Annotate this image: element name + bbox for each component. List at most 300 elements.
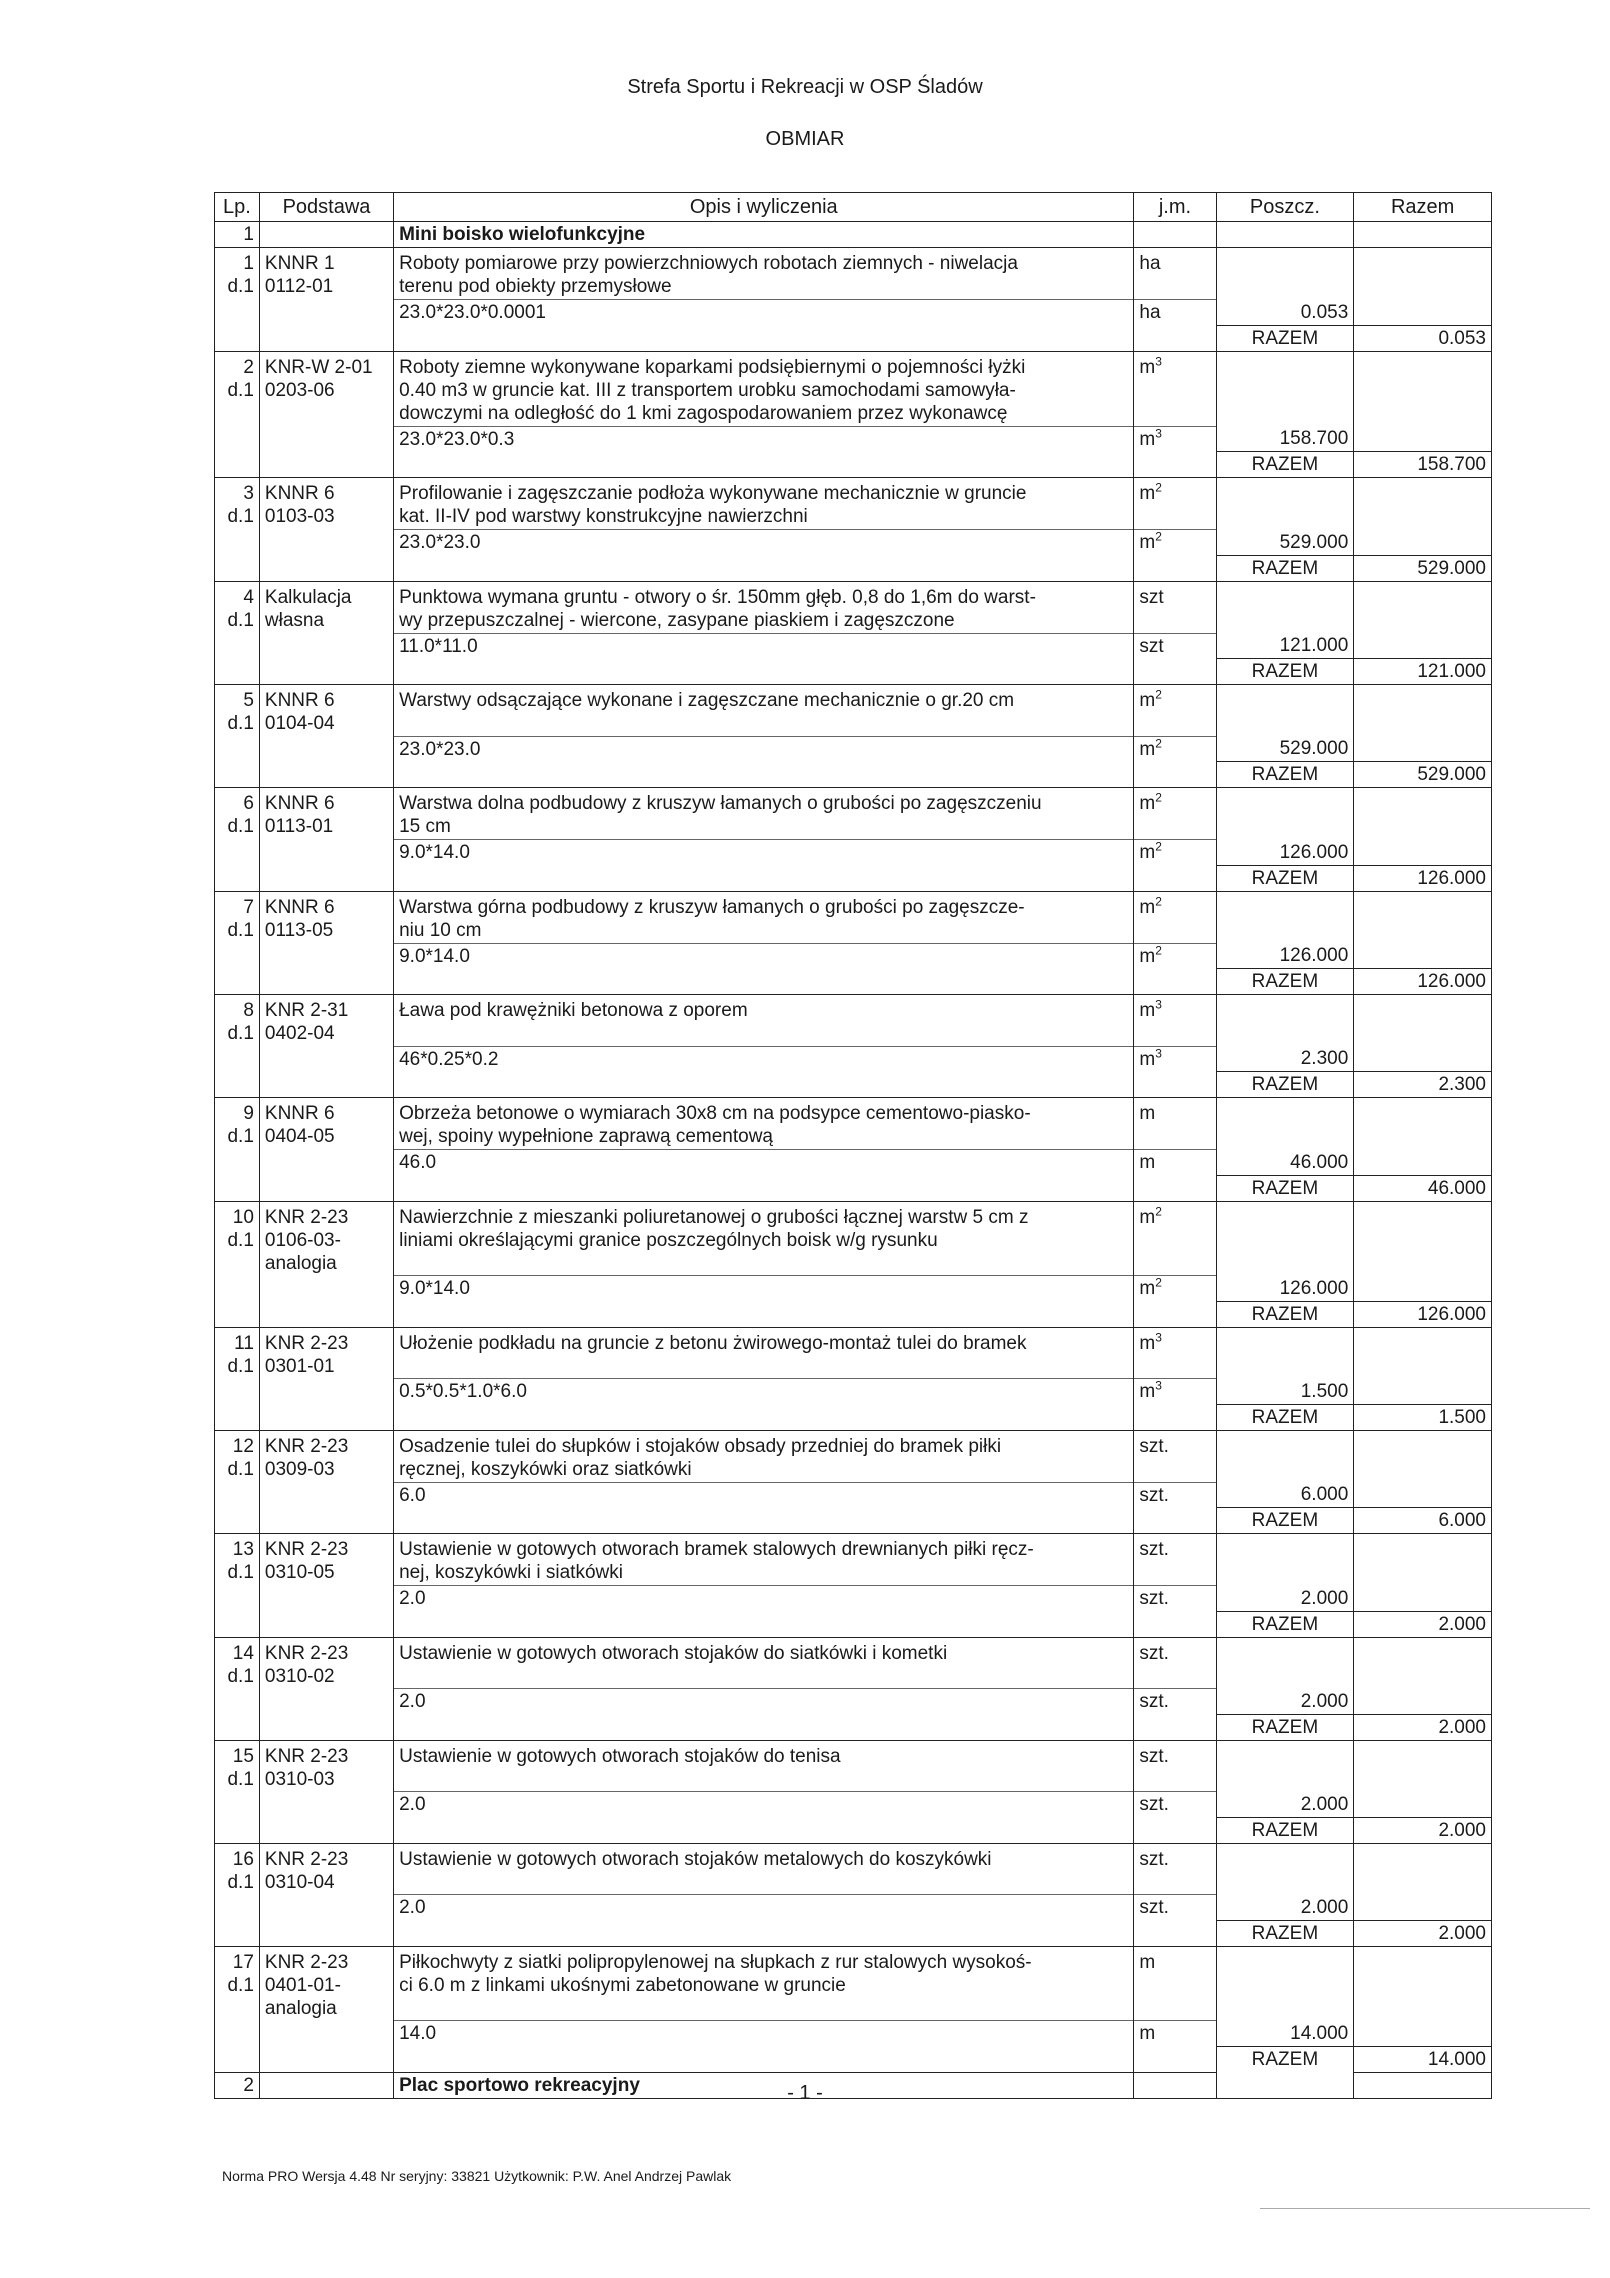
razem-jm — [1134, 325, 1216, 351]
table-row — [215, 1714, 1492, 1740]
table-row — [215, 1895, 1492, 1921]
item-number — [215, 478, 260, 530]
calc-lp — [215, 2021, 260, 2047]
item-razem-empty — [1354, 1098, 1492, 1150]
item-poszcz-empty — [1216, 248, 1354, 300]
calc-expression-text: 9.0*14.0 — [399, 945, 470, 967]
col-opis: Opis i wyliczenia — [394, 193, 1134, 222]
calc-expression-text: 2.0 — [399, 1588, 426, 1609]
description-line: wej, spoiny wypełnione zaprawą cementową — [399, 1126, 773, 1147]
razem-podstawa — [259, 1175, 393, 1201]
description-line: Warstwa górna podbudowy z kruszyw łamanych o grubości po zagęszcze- — [399, 896, 1025, 918]
calc-expression — [394, 2021, 1134, 2047]
razem-value: 1.500 — [1438, 1406, 1486, 1428]
razem-value: 121.000 — [1417, 661, 1486, 682]
unit-text: szt. — [1139, 1484, 1169, 1506]
col-podstawa: Podstawa — [259, 193, 393, 222]
item-description — [394, 1098, 1134, 1150]
razem-lp — [215, 1817, 260, 1843]
unit-text: m — [1139, 1048, 1156, 1070]
table-row — [215, 969, 1492, 995]
description-line: Roboty ziemne wykonywane koparkami podsiębiernymi o pojemności łyżki — [399, 356, 1026, 378]
table-row — [215, 351, 1492, 426]
unit — [1134, 581, 1216, 633]
poszcz-value: 529.000 — [1279, 531, 1349, 553]
poszcz-value: 121.000 — [1279, 635, 1349, 656]
podstawa-line: 0309-03 — [264, 1458, 335, 1480]
table-row — [215, 891, 1492, 943]
calc-podstawa — [259, 2021, 393, 2047]
item-razem-empty — [1354, 581, 1492, 633]
razem-podstawa — [259, 1508, 393, 1534]
razem-podstawa — [259, 865, 393, 891]
razem-total — [1354, 1508, 1492, 1534]
item-razem-empty — [1354, 1201, 1492, 1276]
poszcz-value: 2.000 — [1300, 1587, 1349, 1609]
description-line: Ustawienie w gotowych otworach bramek stalowych drewnianych piłki ręcz- — [399, 1539, 1034, 1560]
podstawa-line: KNR 2-23 — [264, 1539, 349, 1560]
description-line: dowczymi na odległość do 1 kmi zagospodarowaniem przez wykonawcę — [399, 402, 1008, 424]
unit — [1134, 351, 1216, 426]
item-razem-empty — [1354, 1430, 1492, 1482]
table-row — [215, 1740, 1492, 1792]
razem-opis — [394, 452, 1134, 478]
razem-podstawa — [259, 1611, 393, 1637]
razem-podstawa — [259, 1072, 393, 1098]
item-description — [394, 1327, 1134, 1379]
calc-poszcz — [1216, 840, 1354, 866]
podstawa-line: KNR 2-23 — [264, 1332, 349, 1354]
item-description — [394, 581, 1134, 633]
razem-opis — [394, 659, 1134, 685]
razem-lp — [215, 1611, 260, 1637]
calc-expression-text: 46*0.25*0.2 — [399, 1048, 499, 1070]
podstawa-line: KNR 2-31 — [264, 1000, 349, 1021]
item-description — [394, 1946, 1134, 2021]
unit-superscript: 3 — [1155, 1378, 1162, 1393]
unit — [1134, 248, 1216, 300]
col-jm: j.m. — [1134, 193, 1216, 222]
unit-superscript: 2 — [1155, 687, 1162, 702]
calc-expression — [394, 943, 1134, 969]
unit-text: m — [1139, 1000, 1156, 1021]
table-row — [215, 1920, 1492, 1946]
unit-text: m — [1139, 1381, 1156, 1402]
unit — [1134, 426, 1216, 452]
razem-label — [1216, 1301, 1354, 1327]
item-razem-empty — [1354, 248, 1492, 300]
item-sub-number: d.1 — [227, 1974, 254, 1996]
unit-superscript: 2 — [1155, 529, 1162, 544]
calc-poszcz — [1216, 1895, 1354, 1921]
table-row — [215, 1611, 1492, 1637]
description-line: 15 cm — [399, 816, 451, 837]
item-sub-number: d.1 — [227, 276, 254, 297]
item-number-text: 17 — [232, 1951, 254, 1973]
razem-label-text: RAZEM — [1251, 1922, 1319, 1944]
item-razem-empty — [1354, 788, 1492, 840]
razem-lp — [215, 555, 260, 581]
item-podstawa — [259, 1430, 393, 1482]
item-poszcz-empty — [1216, 891, 1354, 943]
table-row — [215, 840, 1492, 866]
podstawa-line: KNNR 6 — [264, 690, 335, 711]
podstawa-line: 0310-03 — [264, 1768, 335, 1790]
calc-podstawa — [259, 1689, 393, 1715]
razem-opis — [394, 969, 1134, 995]
unit-text: m — [1139, 738, 1156, 760]
razem-opis — [394, 865, 1134, 891]
item-poszcz-empty — [1216, 1843, 1354, 1895]
razem-total — [1354, 1714, 1492, 1740]
podstawa-line: KNNR 6 — [264, 896, 335, 918]
razem-lp — [215, 762, 260, 788]
calc-razem — [1354, 1276, 1492, 1302]
razem-label-text: RAZEM — [1251, 557, 1319, 579]
unit — [1134, 1689, 1216, 1715]
calc-expression-text: 23.0*23.0 — [399, 532, 481, 553]
description-line: Warstwy odsączające wykonane i zagęszczane mechanicznie o gr.20 cm — [399, 690, 1015, 711]
unit — [1134, 1586, 1216, 1612]
item-description — [394, 891, 1134, 943]
item-number — [215, 1201, 260, 1276]
unit-text: m — [1139, 690, 1156, 711]
item-poszcz-empty — [1216, 788, 1354, 840]
calc-podstawa — [259, 1150, 393, 1176]
razem-total — [1354, 555, 1492, 581]
razem-label — [1216, 1404, 1354, 1430]
razem-value: 0.053 — [1438, 327, 1486, 349]
item-razem-empty — [1354, 891, 1492, 943]
item-number-text: 6 — [243, 793, 254, 814]
unit — [1134, 1946, 1216, 2021]
unit-text: m — [1139, 483, 1156, 504]
item-number — [215, 1327, 260, 1379]
unit-text: szt. — [1139, 1794, 1169, 1815]
razem-opis — [394, 1072, 1134, 1098]
unit — [1134, 478, 1216, 530]
table-row — [215, 1201, 1492, 1276]
table-row — [215, 452, 1492, 478]
item-description — [394, 1637, 1134, 1689]
unit — [1134, 1098, 1216, 1150]
unit-text: m — [1139, 793, 1156, 814]
razem-podstawa — [259, 452, 393, 478]
item-description — [394, 788, 1134, 840]
calc-podstawa — [259, 530, 393, 556]
calc-lp — [215, 1482, 260, 1508]
razem-total — [1354, 1920, 1492, 1946]
description-line: 0.40 m3 w gruncie kat. III z transportem urobku samochodami samowyła- — [399, 379, 1016, 401]
item-sub-number: d.1 — [227, 816, 254, 837]
footer-divider — [1260, 2208, 1590, 2209]
item-poszcz-empty — [1216, 1201, 1354, 1276]
razem-podstawa — [259, 325, 393, 351]
razem-lp — [215, 1301, 260, 1327]
razem-podstawa — [259, 555, 393, 581]
table-row — [215, 659, 1492, 685]
description-line: Profilowanie i zagęszczanie podłoża wykonywane mechanicznie w gruncie — [399, 483, 1027, 504]
item-number-text: 16 — [232, 1848, 254, 1870]
razem-opis — [394, 1817, 1134, 1843]
calc-poszcz — [1216, 943, 1354, 969]
razem-jm — [1134, 1714, 1216, 1740]
calc-expression — [394, 1482, 1134, 1508]
razem-podstawa — [259, 659, 393, 685]
calc-poszcz — [1216, 426, 1354, 452]
calc-expression — [394, 426, 1134, 452]
table-row — [215, 788, 1492, 840]
unit-text: szt. — [1139, 1745, 1169, 1767]
razem-value: 126.000 — [1417, 1303, 1486, 1325]
unit-text: szt. — [1139, 1539, 1169, 1560]
razem-opis — [394, 2046, 1134, 2072]
item-podstawa — [259, 1098, 393, 1150]
razem-total — [1354, 762, 1492, 788]
razem-lp — [215, 865, 260, 891]
item-number-text: 11 — [234, 1332, 254, 1354]
razem-podstawa — [259, 1301, 393, 1327]
unit — [1134, 1534, 1216, 1586]
razem-label — [1216, 969, 1354, 995]
unit-text: m — [1139, 896, 1156, 918]
item-razem-empty — [1354, 1534, 1492, 1586]
item-description — [394, 248, 1134, 300]
item-number — [215, 685, 260, 737]
item-razem-empty — [1354, 1740, 1492, 1792]
razem-label-text: RAZEM — [1251, 1819, 1319, 1841]
item-sub-number: d.1 — [227, 1023, 254, 1044]
razem-opis — [394, 1175, 1134, 1201]
table-body — [215, 222, 1492, 2099]
calc-lp — [215, 1379, 260, 1405]
razem-lp — [215, 1072, 260, 1098]
razem-podstawa — [259, 1404, 393, 1430]
razem-jm — [1134, 865, 1216, 891]
razem-label — [1216, 1920, 1354, 1946]
calc-lp — [215, 840, 260, 866]
calc-razem — [1354, 736, 1492, 762]
podstawa-line: 0402-04 — [264, 1023, 335, 1044]
table-header — [215, 193, 1492, 222]
table-row — [215, 478, 1492, 530]
item-razem-empty — [1354, 1327, 1492, 1379]
razem-opis — [394, 1920, 1134, 1946]
calc-expression — [394, 1895, 1134, 1921]
item-sub-number: d.1 — [227, 713, 254, 734]
razem-label-text: RAZEM — [1251, 971, 1319, 992]
document-title: Strefa Sportu i Rekreacji w OSP Śladów — [627, 76, 983, 98]
calc-expression — [394, 1150, 1134, 1176]
unit-text: m — [1139, 532, 1156, 553]
unit-superscript: 3 — [1155, 1046, 1162, 1061]
unit-text: m — [1139, 1152, 1156, 1173]
item-number — [215, 788, 260, 840]
item-sub-number: d.1 — [227, 1458, 254, 1480]
razem-podstawa — [259, 1920, 393, 1946]
calc-expression — [394, 530, 1134, 556]
calc-expression — [394, 1046, 1134, 1072]
item-number — [215, 581, 260, 633]
calc-podstawa — [259, 1276, 393, 1302]
poszcz-value: 2.300 — [1300, 1048, 1349, 1069]
item-sub-number: d.1 — [227, 919, 254, 941]
razem-jm — [1134, 1817, 1216, 1843]
razem-jm — [1134, 969, 1216, 995]
calc-razem — [1354, 426, 1492, 452]
item-podstawa — [259, 248, 393, 300]
table-row — [215, 325, 1492, 351]
table-row — [215, 581, 1492, 633]
razem-label — [1216, 452, 1354, 478]
calc-lp — [215, 1895, 260, 1921]
razem-jm — [1134, 1611, 1216, 1637]
item-poszcz-empty — [1216, 1946, 1354, 2021]
calc-expression-text: 6.0 — [399, 1484, 426, 1506]
item-poszcz-empty — [1216, 1534, 1354, 1586]
calc-podstawa — [259, 736, 393, 762]
calc-poszcz — [1216, 1150, 1354, 1176]
item-description — [394, 1430, 1134, 1482]
podstawa-line: KNR-W 2-01 — [264, 356, 373, 378]
calc-razem — [1354, 1482, 1492, 1508]
unit — [1134, 1895, 1216, 1921]
table-row — [215, 995, 1492, 1047]
col-lp: Lp. — [215, 193, 260, 222]
item-poszcz-empty — [1216, 351, 1354, 426]
razem-label-text: RAZEM — [1251, 867, 1319, 889]
item-number — [215, 1098, 260, 1150]
calc-lp — [215, 426, 260, 452]
calc-lp — [215, 1792, 260, 1818]
obmiar-table — [214, 192, 1492, 2099]
razem-total — [1354, 1611, 1492, 1637]
razem-jm — [1134, 1920, 1216, 1946]
description-line: Ustawienie w gotowych otworach stojaków do siatkówki i kometki — [399, 1642, 948, 1664]
calc-poszcz — [1216, 736, 1354, 762]
calc-poszcz — [1216, 1482, 1354, 1508]
unit — [1134, 633, 1216, 659]
unit-superscript: 3 — [1155, 1330, 1162, 1345]
calc-razem — [1354, 1689, 1492, 1715]
calc-poszcz — [1216, 1689, 1354, 1715]
item-podstawa — [259, 1740, 393, 1792]
item-razem-empty — [1354, 478, 1492, 530]
item-number — [215, 248, 260, 300]
razem-value: 158.700 — [1417, 454, 1486, 475]
razem-label — [1216, 1714, 1354, 1740]
podstawa-line: 0104-04 — [264, 713, 335, 734]
razem-opis — [394, 325, 1134, 351]
item-razem-empty — [1354, 995, 1492, 1047]
calc-podstawa — [259, 1792, 393, 1818]
razem-label — [1216, 555, 1354, 581]
podstawa-line: 0113-05 — [264, 919, 334, 941]
section-name — [394, 222, 1134, 248]
razem-label — [1216, 1508, 1354, 1534]
description-line: Warstwa dolna podbudowy z kruszyw łamanych o grubości po zagęszczeniu — [399, 793, 1042, 814]
calc-lp — [215, 530, 260, 556]
razem-jm — [1134, 659, 1216, 685]
calc-podstawa — [259, 1379, 393, 1405]
page-number: - 1 - — [787, 2082, 823, 2104]
calc-razem — [1354, 2021, 1492, 2047]
unit-superscript: 2 — [1155, 894, 1162, 909]
unit-text: m — [1139, 1278, 1156, 1299]
item-description — [394, 995, 1134, 1047]
unit-text: m — [1139, 2023, 1156, 2044]
unit-superscript: 2 — [1155, 736, 1162, 751]
item-podstawa — [259, 1201, 393, 1276]
razem-value: 2.000 — [1438, 1613, 1486, 1635]
item-number-text: 9 — [243, 1103, 254, 1124]
calc-expression-text: 2.0 — [399, 1691, 426, 1712]
unit-text: szt. — [1139, 1691, 1169, 1712]
item-number — [215, 1740, 260, 1792]
razem-jm — [1134, 1175, 1216, 1201]
unit — [1134, 840, 1216, 866]
podstawa-line: 0404-05 — [264, 1126, 335, 1147]
item-number — [215, 1946, 260, 2021]
item-poszcz-empty — [1216, 1740, 1354, 1792]
table-row — [215, 2046, 1492, 2072]
item-number — [215, 995, 260, 1047]
razem-opis — [394, 555, 1134, 581]
poszcz-value: 6.000 — [1300, 1484, 1349, 1505]
table-row — [215, 426, 1492, 452]
razem-podstawa — [259, 969, 393, 995]
unit-text: m — [1139, 842, 1156, 863]
razem-label-text: RAZEM — [1251, 454, 1319, 475]
razem-value: 2.300 — [1438, 1074, 1486, 1095]
table-row — [215, 1637, 1492, 1689]
item-podstawa — [259, 1637, 393, 1689]
razem-podstawa — [259, 762, 393, 788]
unit — [1134, 1327, 1216, 1379]
description-line: ręcznej, koszykówki oraz siatkówki — [399, 1458, 692, 1480]
razem-jm — [1134, 1301, 1216, 1327]
calc-podstawa — [259, 1046, 393, 1072]
razem-label-text: RAZEM — [1251, 1716, 1319, 1738]
razem-label-text: RAZEM — [1251, 1074, 1319, 1095]
item-description — [394, 478, 1134, 530]
col-poszcz: Poszcz. — [1216, 193, 1354, 222]
item-podstawa — [259, 1946, 393, 2021]
item-number-text: 14 — [232, 1642, 254, 1664]
razem-value: 46.000 — [1427, 1177, 1486, 1199]
description-line: Ułożenie podkładu na gruncie z betonu żwirowego-montaż tulei do bramek — [399, 1332, 1027, 1354]
calc-expression — [394, 1276, 1134, 1302]
section-name-text: Mini boisko wielofunkcyjne — [399, 224, 646, 245]
unit-superscript: 2 — [1155, 839, 1162, 854]
razem-podstawa — [259, 2046, 393, 2072]
poszcz-value: 2.000 — [1300, 1793, 1349, 1815]
razem-label-text: RAZEM — [1251, 1177, 1319, 1199]
item-sub-number: d.1 — [227, 1665, 254, 1687]
item-poszcz-empty — [1216, 685, 1354, 737]
poszcz-value: 0.053 — [1300, 301, 1349, 323]
item-podstawa — [259, 581, 393, 633]
table-row — [215, 1175, 1492, 1201]
razem-lp — [215, 1714, 260, 1740]
podstawa-line: 0301-01 — [264, 1355, 335, 1377]
calc-poszcz — [1216, 1046, 1354, 1072]
unit-text: szt. — [1139, 1588, 1169, 1609]
calc-podstawa — [259, 840, 393, 866]
document-subtitle: OBMIAR — [765, 128, 845, 150]
calc-expression — [394, 633, 1134, 659]
table-row — [215, 685, 1492, 737]
